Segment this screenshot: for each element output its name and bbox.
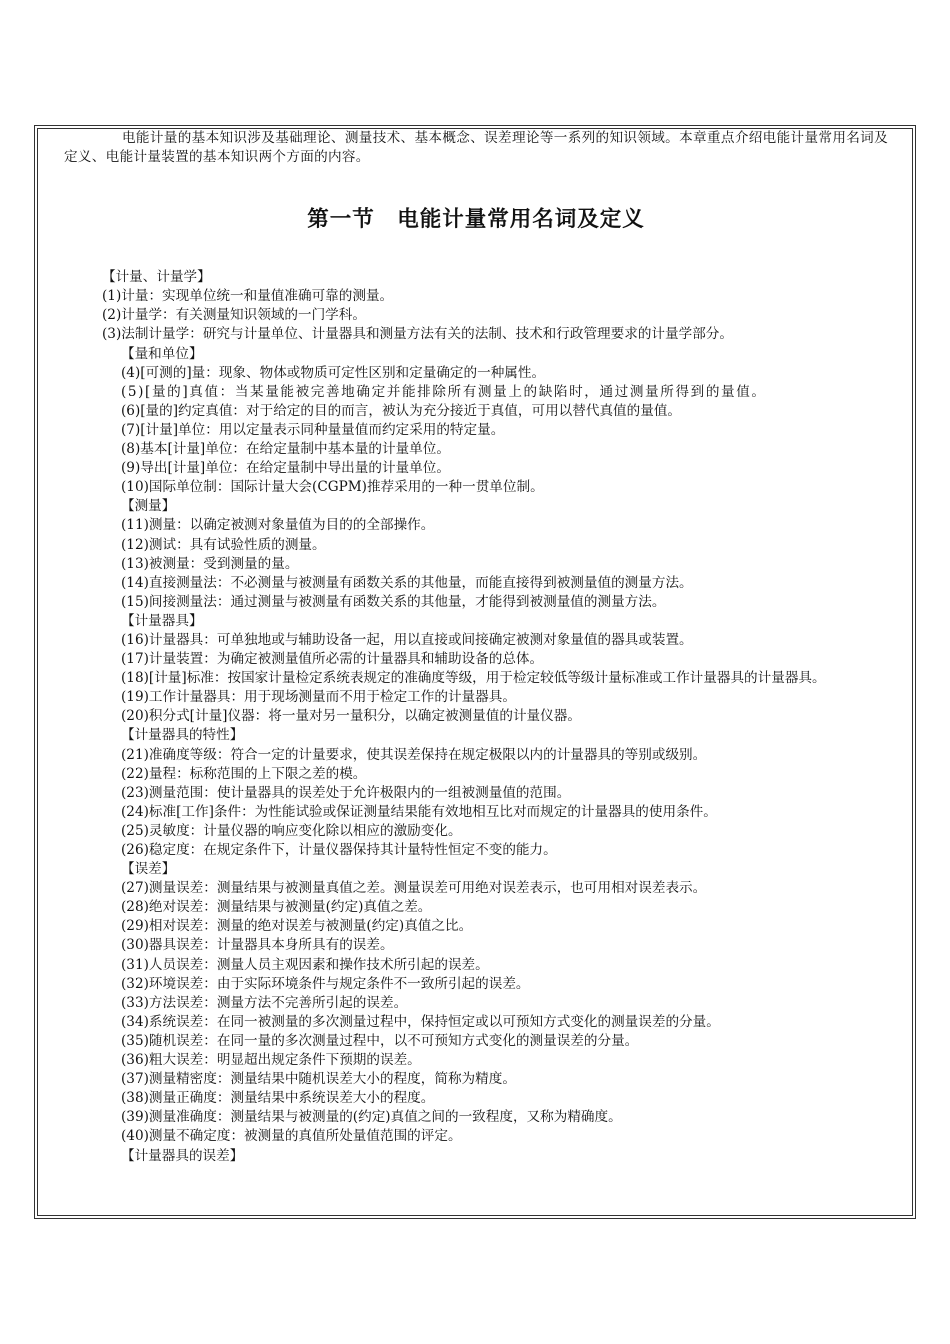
definition-item: (8)基本[计量]单位：在给定量制中基本量的计量单位。 [121,441,450,458]
category-heading: 【计量、计量学】 [102,269,211,286]
definition-item: (3)法制计量学：研究与计量单位、计量器具和测量方法有关的法制、技术和行政管理要求的计量学部分。 [102,326,733,343]
definition-item: (17)计量装置：为确定被测量值所必需的计量器具和辅助设备的总体。 [121,651,544,668]
definition-item: (36)粗大误差：明显超出规定条件下预期的误差。 [121,1052,421,1069]
document-content [64,129,888,1166]
definition-item: (34)系统误差：在同一被测量的多次测量过程中，保持恒定或以可预知方式变化的测量误差的分量。 [121,1013,720,1030]
definition-item: (6)[量的]约定真值：对于给定的目的而言，被认为充分接近于真值，可用以替代真值的量值。 [121,402,682,419]
category-heading: 【误差】 [121,861,176,878]
definition-item: (27)测量误差：测量结果与被测量真值之差。测量误差可用绝对误差表示，也可用相对误差表示。 [121,880,707,897]
definition-item: (39)测量准确度：测量结果与被测量的(约定)真值之间的一致程度，又称为精确度。 [121,1109,622,1126]
definition-item: (28)绝对误差：测量结果与被测量(约定)真值之差。 [121,899,432,916]
definition-item: (23)测量范围：使计量器具的误差处于允许极限内的一组被测量值的范围。 [121,784,571,801]
definition-item: (1)计量：实现单位统一和量值准确可靠的测量。 [102,288,394,305]
definition-item: (21)准确度等级：符合一定的计量要求，使其误差保持在规定极限以内的计量器具的等别或级别。 [121,746,707,763]
definition-item: (33)方法误差：测量方法不完善所引起的误差。 [121,994,408,1011]
definition-item: (9)导出[计量]单位：在给定量制中导出量的计量单位。 [121,460,450,477]
category-heading: 【计量器具的误差】 [121,1147,244,1164]
definition-item: (22)量程：标称范围的上下限之差的模。 [121,765,367,782]
category-heading: 【量和单位】 [121,345,203,362]
definition-item: (30)器具误差：计量器具本身所具有的误差。 [121,937,394,954]
definition-item: (31)人员误差：测量人员主观因素和操作技术所引起的误差。 [121,956,489,973]
definition-list [64,268,888,1165]
definition-item: (5)[量的]真值：当某量能被完善地确定并能排除所有测量上的缺陷时，通过测量所得到的量值。 [121,383,767,400]
definition-item: (14)直接测量法：不必测量与被测量有函数关系的其他量，而能直接得到被测量值的测量方法。 [121,574,693,591]
category-heading: 【测量】 [121,498,176,515]
definition-item: (15)间接测量法：通过测量与被测量有函数关系的其他量，才能得到被测量值的测量方法。 [121,593,666,610]
definition-item: (37)测量精密度：测量结果中随机误差大小的程度，简称为精度。 [121,1071,516,1088]
document-frame [37,128,913,1216]
definition-item: (26)稳定度：在规定条件下，计量仪器保持其计量特性恒定不变的能力。 [121,842,557,858]
definition-item: (20)积分式[计量]仪器：将一量对另一量积分，以确定被测量值的计量仪器。 [121,708,581,725]
definition-item: (32)环境误差：由于实际环境条件与规定条件不一致所引起的误差。 [121,975,530,992]
definition-item: (7)[计量]单位：用以定量表示同种量量值而约定采用的特定量。 [121,421,505,438]
definition-item: (35)随机误差：在同一量的多次测量过程中，以不可预知方式变化的测量误差的分量。 [121,1032,639,1049]
definition-item: (18)[计量]标准：按国家计量检定系统表规定的准确度等级，用于检定较低等级计量标准或工作计量器具的计量器具。 [121,670,826,687]
definition-item: (13)被测量：受到测量的量。 [121,555,299,572]
definition-item: (2)计量学：有关测量知识领域的一门学科。 [102,307,366,324]
definition-item: (38)测量正确度：测量结果中系统误差大小的程度。 [121,1090,435,1107]
category-heading: 【计量器具的特性】 [121,727,244,744]
intro-paragraph: 电能计量的基本知识涉及基础理论、测量技术、基本概念、误差理论等一系列的知识领域。本章重点介绍电能计量常用名词及定义、电能计量装置的基本知识两个方面的内容。 [64,130,888,166]
definition-item: (25)灵敏度：计量仪器的响应变化除以相应的激励变化。 [121,822,462,839]
section-title: 第一节 电能计量常用名词及定义 [307,207,645,233]
category-heading: 【计量器具】 [121,612,203,629]
definition-item: (19)工作计量器具：用于现场测量而不用于检定工作的计量器具。 [121,689,516,706]
definition-item: (40)测量不确定度：被测量的真值所处量值范围的评定。 [121,1128,462,1145]
definition-item: (24)标准[工作]条件：为性能试验或保证测量结果能有效地相互比对而规定的计量器具的使用条件。 [121,803,717,820]
definition-item: (12)测试：具有试验性质的测量。 [121,536,326,553]
definition-item: (10)国际单位制：国际计量大会(CGPM)推荐采用的一种一贯单位制。 [121,479,544,496]
definition-item: (4)[可测的]量：现象、物体或物质可定性区别和定量确定的一种属性。 [121,364,546,381]
definition-item: (29)相对误差：测量的绝对误差与被测量(约定)真值之比。 [121,918,473,935]
definition-item: (16)计量器具：可单独地或与辅助设备一起，用以直接或间接确定被测对象量值的器具或装置。 [121,631,693,648]
definition-item: (11)测量：以确定被测对象量值为目的的全部操作。 [121,517,435,534]
